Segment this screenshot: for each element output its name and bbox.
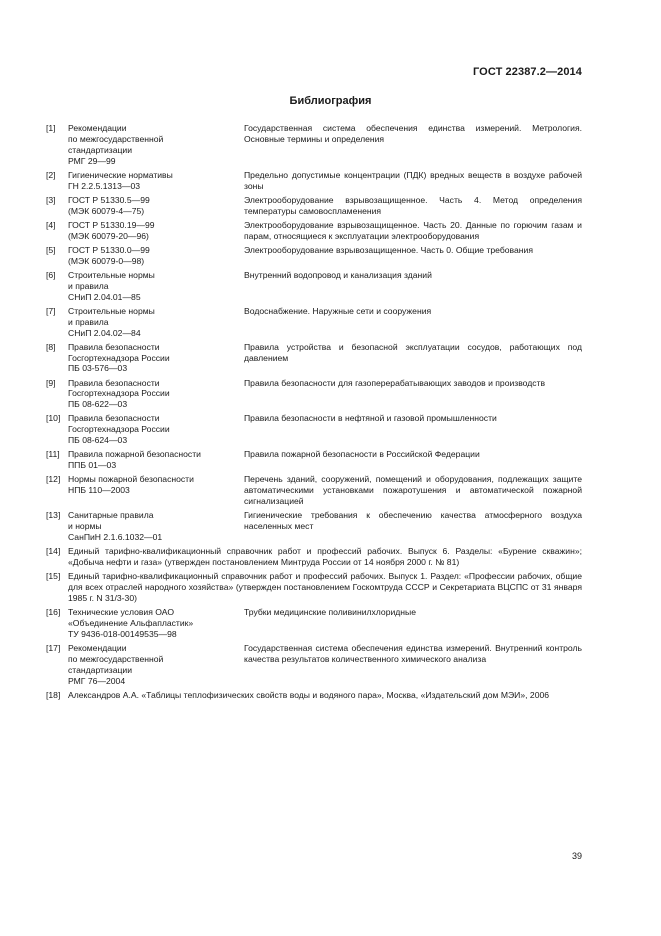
entry-number: [7] bbox=[46, 305, 56, 316]
bibliography-entry bbox=[46, 245, 582, 267]
entry-source: Рекомендации по межгосударственной стандартизации РМГ 76—2004 bbox=[68, 642, 164, 686]
entry-number: [12] bbox=[46, 474, 61, 485]
entry-number: [4] bbox=[46, 219, 56, 230]
page-title: Библиография bbox=[289, 95, 372, 107]
entry-full-text: Единый тарифно-квалификационный справочник работ и профессий рабочих. Выпуск 6. Разделы: «Бурение скважин»; «Добыча нефти и газа» (утвержден постановлением Минтруда России от 14 ноября 2000 г. № 81) bbox=[68, 546, 582, 568]
entry-description: Государственная система обеспечения единства измерений. Метрология. Основные термины и определения bbox=[244, 123, 582, 144]
entry-number: [5] bbox=[46, 244, 56, 255]
entry-description: Правила безопасности для газоперерабатывающих заводов и производств bbox=[244, 377, 546, 388]
entry-source: Строительные нормы и правила СНиП 2.04.01—85 bbox=[68, 269, 155, 302]
entry-description: Электрооборудование взрывозащищенное. Часть 0. Общие требования bbox=[244, 244, 534, 255]
bibliography-entry bbox=[46, 220, 582, 242]
bibliography-entry bbox=[46, 474, 582, 507]
entry-description: Трубки медицинские поливинилхлоридные bbox=[244, 607, 416, 618]
entry-source: ГОСТ Р 51330.5—99 (МЭК 60079-4—75) bbox=[68, 194, 150, 216]
entry-description: Перечень зданий, сооружений, помещений и оборудования, подлежащих защите автоматическими установками пожаротушения и автоматической пожарной сигнализацией bbox=[244, 474, 582, 507]
entry-number: [6] bbox=[46, 269, 56, 280]
bibliography-entry bbox=[46, 510, 582, 543]
entry-description: Правила устройства и безопасной эксплуатации сосудов, работающих под давлением bbox=[244, 341, 582, 363]
bibliography-list bbox=[46, 123, 582, 704]
entry-source: Санитарные правила и нормы СанПиН 2.1.6.1032—01 bbox=[68, 510, 163, 543]
entry-full-text: Единый тарифно-квалификационный справочник работ и профессий рабочих. Выпуск 1. Раздел: «Профессии рабочих, общие для всех отраслей народного хозяйства» (утвержден постановлением Госкомтруда СССР и Секретариата ВЦСПС от 31 января 1985 г. N 31/3-30) bbox=[68, 571, 582, 603]
entry-number: [8] bbox=[46, 341, 56, 352]
entry-number: [16] bbox=[46, 607, 61, 618]
entry-description: Предельно допустимые концентрации (ПДК) вредных веществ в воздухе рабочей зоны bbox=[244, 169, 582, 191]
entry-number: [11] bbox=[46, 449, 60, 460]
entry-source: Правила пожарной безопасности ППБ 01—03 bbox=[68, 449, 201, 471]
entry-number: [14] bbox=[46, 546, 61, 557]
entry-number: [15] bbox=[46, 571, 61, 582]
entry-number: [10] bbox=[46, 413, 61, 424]
document-code: ГОСТ 22387.2—2014 bbox=[472, 66, 582, 78]
entry-source: Правила безопасности Госгортехнадзора России ПБ 08-622—03 bbox=[68, 377, 170, 410]
entry-number: [17] bbox=[46, 642, 61, 653]
entry-description: Правила безопасности в нефтяной и газовой промышленности bbox=[244, 413, 497, 424]
bibliography-entry bbox=[46, 123, 582, 167]
bibliography-entry bbox=[46, 342, 582, 375]
entry-source: Нормы пожарной безопасности НПБ 110—2003 bbox=[68, 474, 194, 496]
bibliography-entry bbox=[46, 170, 582, 192]
entry-description: Электрооборудование взрывозащищенное. Часть 20. Данные по горючим газам и парам, относящиеся к эксплуатации электрооборудования bbox=[244, 219, 582, 241]
bibliography-entry bbox=[46, 306, 582, 339]
entry-description: Государственная система обеспечения единства измерений. Внутренний контроль качества результатов количественного химического анализа bbox=[244, 642, 582, 664]
entry-number: [2] bbox=[46, 169, 56, 180]
bibliography-entry bbox=[46, 546, 582, 568]
bibliography-entry bbox=[46, 378, 582, 411]
bibliography-entry bbox=[46, 643, 582, 687]
entry-description: Внутренний водопровод и канализация зданий bbox=[244, 269, 432, 280]
entry-description: Гигиенические требования к обеспечению качества атмосферного воздуха населенных мест bbox=[244, 510, 582, 532]
entry-source: Гигиенические нормативы ГН 2.2.5.1313—03 bbox=[68, 169, 173, 191]
entry-number: [9] bbox=[46, 377, 56, 388]
entry-number: [1] bbox=[46, 123, 56, 133]
entry-source: ГОСТ Р 51330.19—99 (МЭК 60079-20—96) bbox=[68, 219, 155, 241]
entry-full-text: Александров А.А. «Таблицы теплофизических свойств воды и водяного пара», Москва, «Издательский дом МЭИ», 2006 bbox=[68, 689, 550, 700]
entry-description: Правила пожарной безопасности в Российской Федерации bbox=[244, 449, 480, 460]
entry-source: Правила безопасности Госгортехнадзора России ПБ 08-624—03 bbox=[68, 413, 170, 446]
entry-source: ГОСТ Р 51330.0—99 (МЭК 60079-0—98) bbox=[68, 244, 150, 266]
bibliography-entry bbox=[46, 690, 582, 701]
bibliography-entry bbox=[46, 449, 582, 471]
entry-number: [3] bbox=[46, 194, 56, 205]
entry-description: Водоснабжение. Наружные сети и сооружения bbox=[244, 305, 432, 316]
entry-source: Строительные нормы и правила СНиП 2.04.02—84 bbox=[68, 305, 155, 338]
entry-source: Рекомендации по межгосударственной стандартизации РМГ 29—99 bbox=[68, 123, 164, 166]
entry-number: [18] bbox=[46, 689, 61, 700]
page-number: 39 bbox=[571, 851, 582, 861]
entry-source: Правила безопасности Госгортехнадзора России ПБ 03-576—03 bbox=[68, 341, 170, 374]
bibliography-entry bbox=[46, 571, 582, 604]
bibliography-entry bbox=[46, 607, 582, 640]
entry-source: Технические условия ОАО «Объединение Альфапластик» ТУ 9436-018-00149535—98 bbox=[68, 607, 194, 639]
entry-number: [13] bbox=[46, 510, 61, 521]
bibliography-entry bbox=[46, 195, 582, 217]
entry-description: Электрооборудование взрывозащищенное. Часть 4. Метод определения температуры самовоспламенения bbox=[244, 194, 582, 216]
bibliography-entry bbox=[46, 270, 582, 303]
bibliography-entry bbox=[46, 413, 582, 446]
